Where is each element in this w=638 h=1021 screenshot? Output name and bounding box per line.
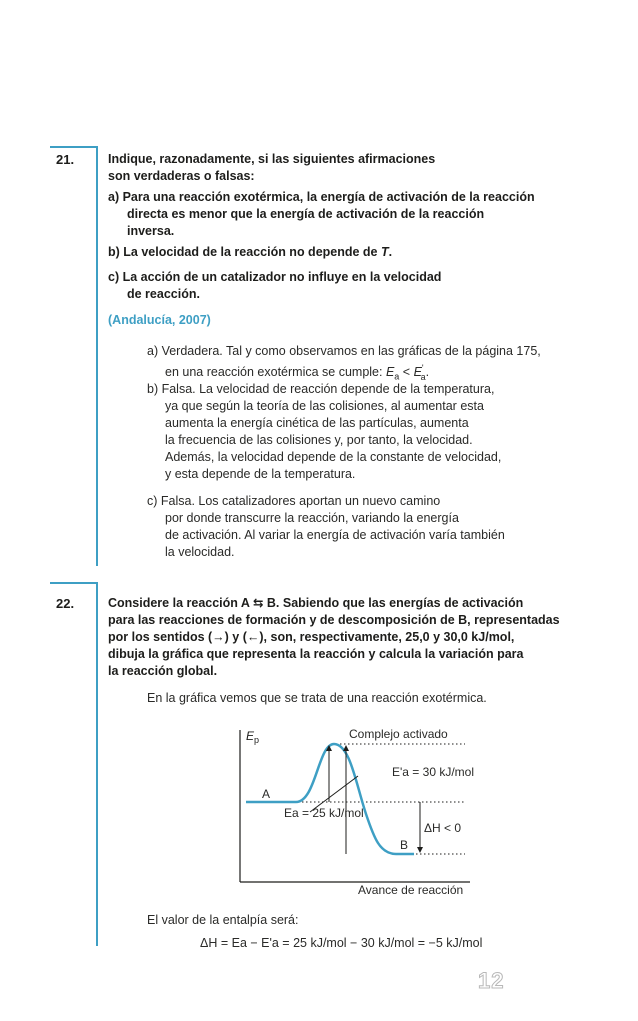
question-number-21: 21. [56,152,75,167]
q22-stem-line-5: la reacción global. [108,664,218,678]
ans-a-line-1: a) Verdadera. Tal y como observamos en las gráficas de la página 175, [147,344,541,358]
q21-a-line-2: directa es menor que la energía de activación de la reacción [127,207,485,221]
q22-intro: En la gráfica vemos que se trata de una reacción exotérmica. [147,691,487,705]
ans-a-lt: < [399,365,414,380]
q21-stem [108,151,435,185]
reaction-curve [246,744,414,854]
y-axis-label: $E_p$ [246,729,260,745]
q21-item-b [108,244,392,261]
page-number: 12 [478,968,505,993]
rule-q22 [50,582,98,584]
ans-c-line-3: de activación. Al variar la energía de activación varía también [165,528,505,542]
reactant-label: A [262,787,271,801]
energy-diagram [0,718,638,898]
x-axis-label: Avance de reacción [358,883,464,897]
peak-label: Complejo activado [349,727,448,741]
q21-b-text: b) La velocidad de la reacción no depende de [108,245,381,259]
q21-answer-b [147,381,501,483]
rule-q21 [50,146,98,148]
q21-source: (Andalucía, 2007) [108,313,211,327]
q21-answer-c [147,493,505,561]
q22-stem-line-2: para las reacciones de formación y de descomposición de B, representadas [108,613,560,627]
ans-a-ea-sub: a [394,371,400,382]
margin-line-q21 [96,148,98,566]
q21-b-end: . [388,245,393,259]
ans-a-ea2: E [413,365,422,380]
dh-label: ΔH < 0 [424,821,462,835]
ans-b-line-4: la frecuencia de las colisiones y, por tanto, la velocidad. [165,433,473,447]
ans-a-ea2-sub: a [420,371,426,382]
q21-a-line-3: inversa. [127,224,175,238]
q22-stem [108,595,560,680]
ans-c-line-2: por donde transcurre la reacción, variando la energía [165,511,459,525]
q22-stem-line-3: por los sentidos (→) y (←), son, respectivamente, 25,0 y 30,0 kJ/mol, [108,630,515,644]
product-label: B [400,838,409,852]
ans-b-line-5: Además, la velocidad depende de la constante de velocidad, [165,450,502,464]
q22-stem-line-4: dibuja la gráfica que representa la reacción y calcula la variación para [108,647,524,661]
ans-a-text: en una reacción exotérmica se cumple: [165,365,386,380]
ans-a-prime: ' [421,363,424,373]
ans-c-line-4: la velocidad. [165,545,235,559]
ans-b-line-2: ya que según la teoría de las colisiones, al aumentar esta [165,399,484,413]
q21-stem-line-1: Indique, razonadamente, si las siguientes afirmaciones [108,152,436,166]
q21-item-c [108,269,441,303]
q21-stem-line-2: son verdaderas o falsas: [108,169,255,183]
ans-b-line-6: y esta depende de la temperatura. [165,467,356,481]
q21-c-line-2: de reacción. [127,287,200,301]
ans-c-line-1: c) Falsa. Los catalizadores aportan un nuevo camino [147,494,441,508]
ea-prime-label: E'a = 30 kJ/mol [392,765,474,779]
q22-enthalpy-intro: El valor de la entalpía será: [147,913,299,927]
q21-b-T: T [381,245,389,259]
q21-item-a [108,189,535,240]
ans-b-line-3: aumenta la energía cinética de las partículas, aumenta [165,416,469,430]
ea-label: Ea = 25 kJ/mol [284,806,364,820]
ans-b-line-1: b) Falsa. La velocidad de reacción depende de la temperatura, [147,382,495,396]
q21-answer-a [147,343,541,386]
q22-stem-line-1: Considere la reacción A ⇆ B. Sabiendo que las energías de activación [108,596,524,610]
q22-equation: ΔH = Ea − E'a = 25 kJ/mol − 30 kJ/mol = −5 kJ/mol [200,936,483,950]
ans-a-ea: E [385,365,395,380]
q21-c-line-1: c) La acción de un catalizador no influye en la velocidad [108,270,442,284]
q21-a-line-1: a) Para una reacción exotérmica, la energía de activación de la reacción [108,190,535,204]
question-number-22: 22. [56,596,75,611]
ans-a-end: . [425,365,430,380]
